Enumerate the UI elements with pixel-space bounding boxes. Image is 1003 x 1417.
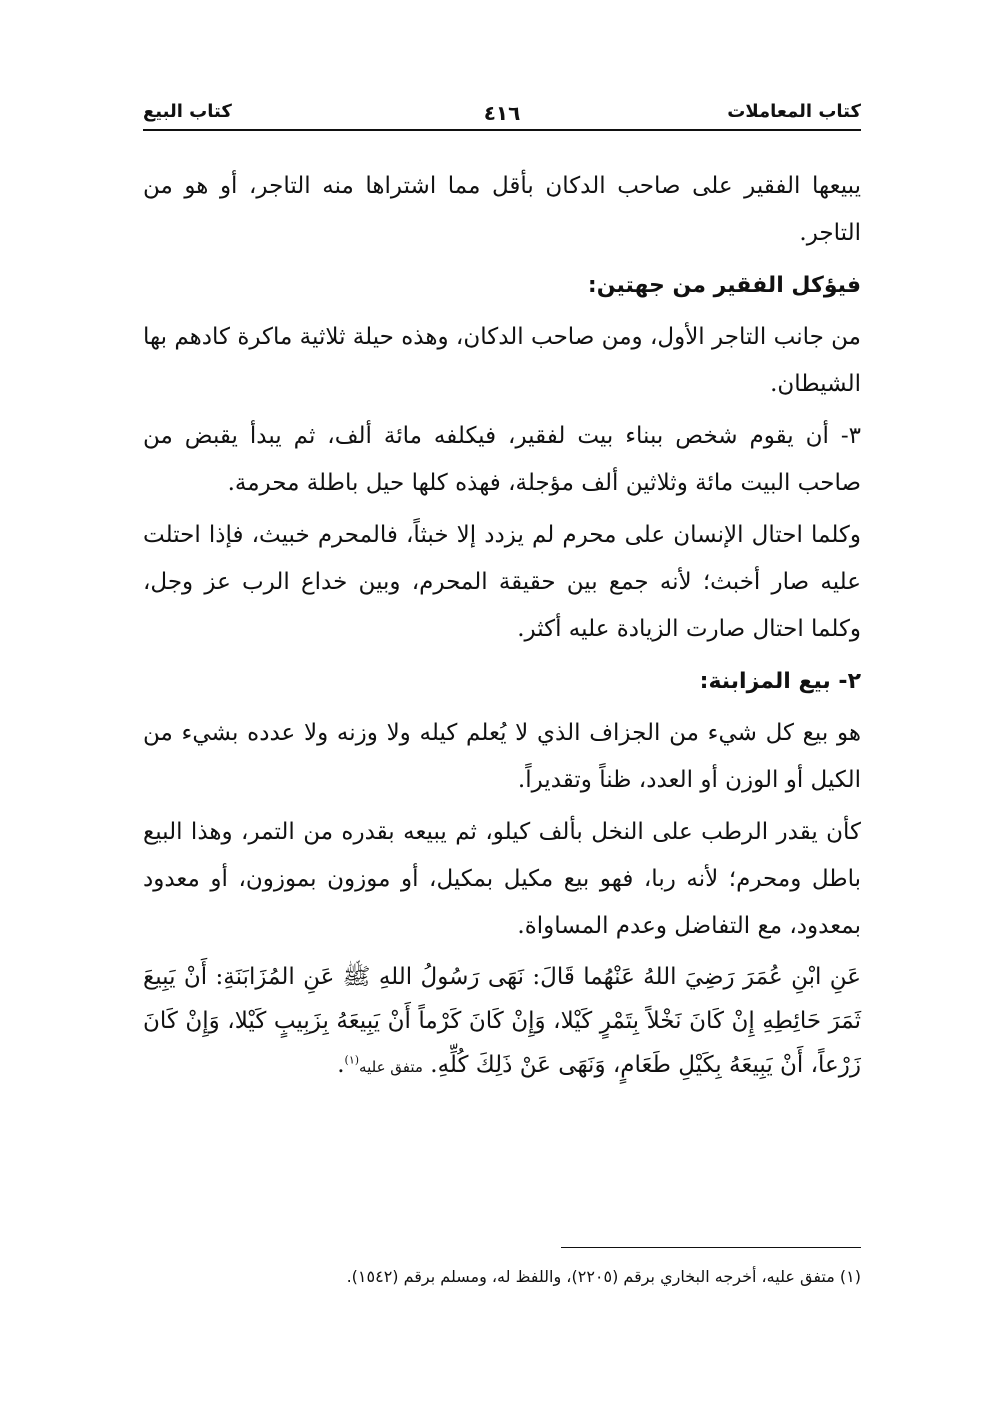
- body-text: [143, 163, 861, 1094]
- header-chapter-title: كتاب البيع: [143, 101, 232, 122]
- hadith-end-mark: .: [337, 1052, 345, 1078]
- footnote-rule: [561, 1247, 861, 1248]
- header-book-title: كتاب المعاملات: [727, 101, 861, 122]
- paragraph: وكلما احتال الإنسان على محرم لم يزدد إلا خبثاً، فالمحرم خبيث، فإذا احتلت عليه صار أخبث؛ لأنه جمع بين حقيقة المحرم، وبين خداع الرب عز وجل، وكلما احتال صارت الزيادة عليه أكثر.: [143, 522, 861, 642]
- page-number: ٤١٦: [483, 101, 521, 125]
- hadith-body: عَنِ ابْنِ عُمَرَ رَضِيَ اللهُ عَنْهُما قَالَ: نَهَى رَسُولُ اللهِ ﷺ عَنِ المُزَابَنَةِ: أَنْ يَبِيعَ ثَمَرَ حَائِطِهِ إِنْ كَانَ نَخْلاً بِتَمْرٍ كَيْلا، وَإِنْ كَانَ كَرْماً أَنْ يَبِيعَهُ بِزَبِيبٍ كَيْلا، وَإِنْ كَانَ زَرْعاً، أَنْ يَبِيعَهُ بِكَيْلِ طَعَامٍ، وَنَهَى عَنْ ذَلِكَ كُلِّهِ.: [143, 964, 861, 1078]
- section-heading: ٢- بيع المزابنة:: [699, 669, 861, 694]
- paragraph: يبيعها الفقير على صاحب الدكان بأقل مما اشتراها منه التاجر، أو هو من التاجر.: [143, 173, 861, 246]
- footnote-marker: (١): [344, 1053, 360, 1067]
- book-page: [143, 95, 861, 1345]
- footnote: (١) متفق عليه، أخرجه البخاري برقم (٢٢٠٥)، واللفظ له، ومسلم برقم (١٥٤٢).: [346, 1267, 861, 1286]
- numbered-paragraph: ٣- أن يقوم شخص ببناء بيت لفقير، فيكلفه مائة ألف، ثم يبدأ يقبض من صاحب البيت مائة وثلاثين ألف مؤجلة، فهذه كلها حيل باطلة محرمة.: [143, 423, 861, 496]
- hadith-text: [143, 955, 861, 1089]
- header-rule: [143, 129, 861, 131]
- paragraph: كأن يقدر الرطب على النخل بألف كيلو، ثم يبيعه بقدره من التمر، وهذا البيع باطل ومحرم؛ لأنه ربا، فهو بيع مكيل بمكيل، أو موزون بموزون، أو معدود بمعدود، مع التفاضل وعدم المساواة.: [143, 819, 861, 939]
- paragraph: من جانب التاجر الأول، ومن صاحب الدكان، وهذه حيلة ثلاثية ماكرة كادهم بها الشيطان.: [143, 324, 861, 397]
- running-header: [143, 95, 861, 129]
- paragraph: هو بيع كل شيء من الجزاف الذي لا يُعلم كيله ولا وزنه ولا عدده بشيء من الكيل أو الوزن أو العدد، ظناً وتقديراً.: [143, 720, 861, 793]
- hadith-source: متفق عليه: [359, 1058, 423, 1076]
- section-heading: فيؤكل الفقير من جهتين:: [587, 273, 861, 298]
